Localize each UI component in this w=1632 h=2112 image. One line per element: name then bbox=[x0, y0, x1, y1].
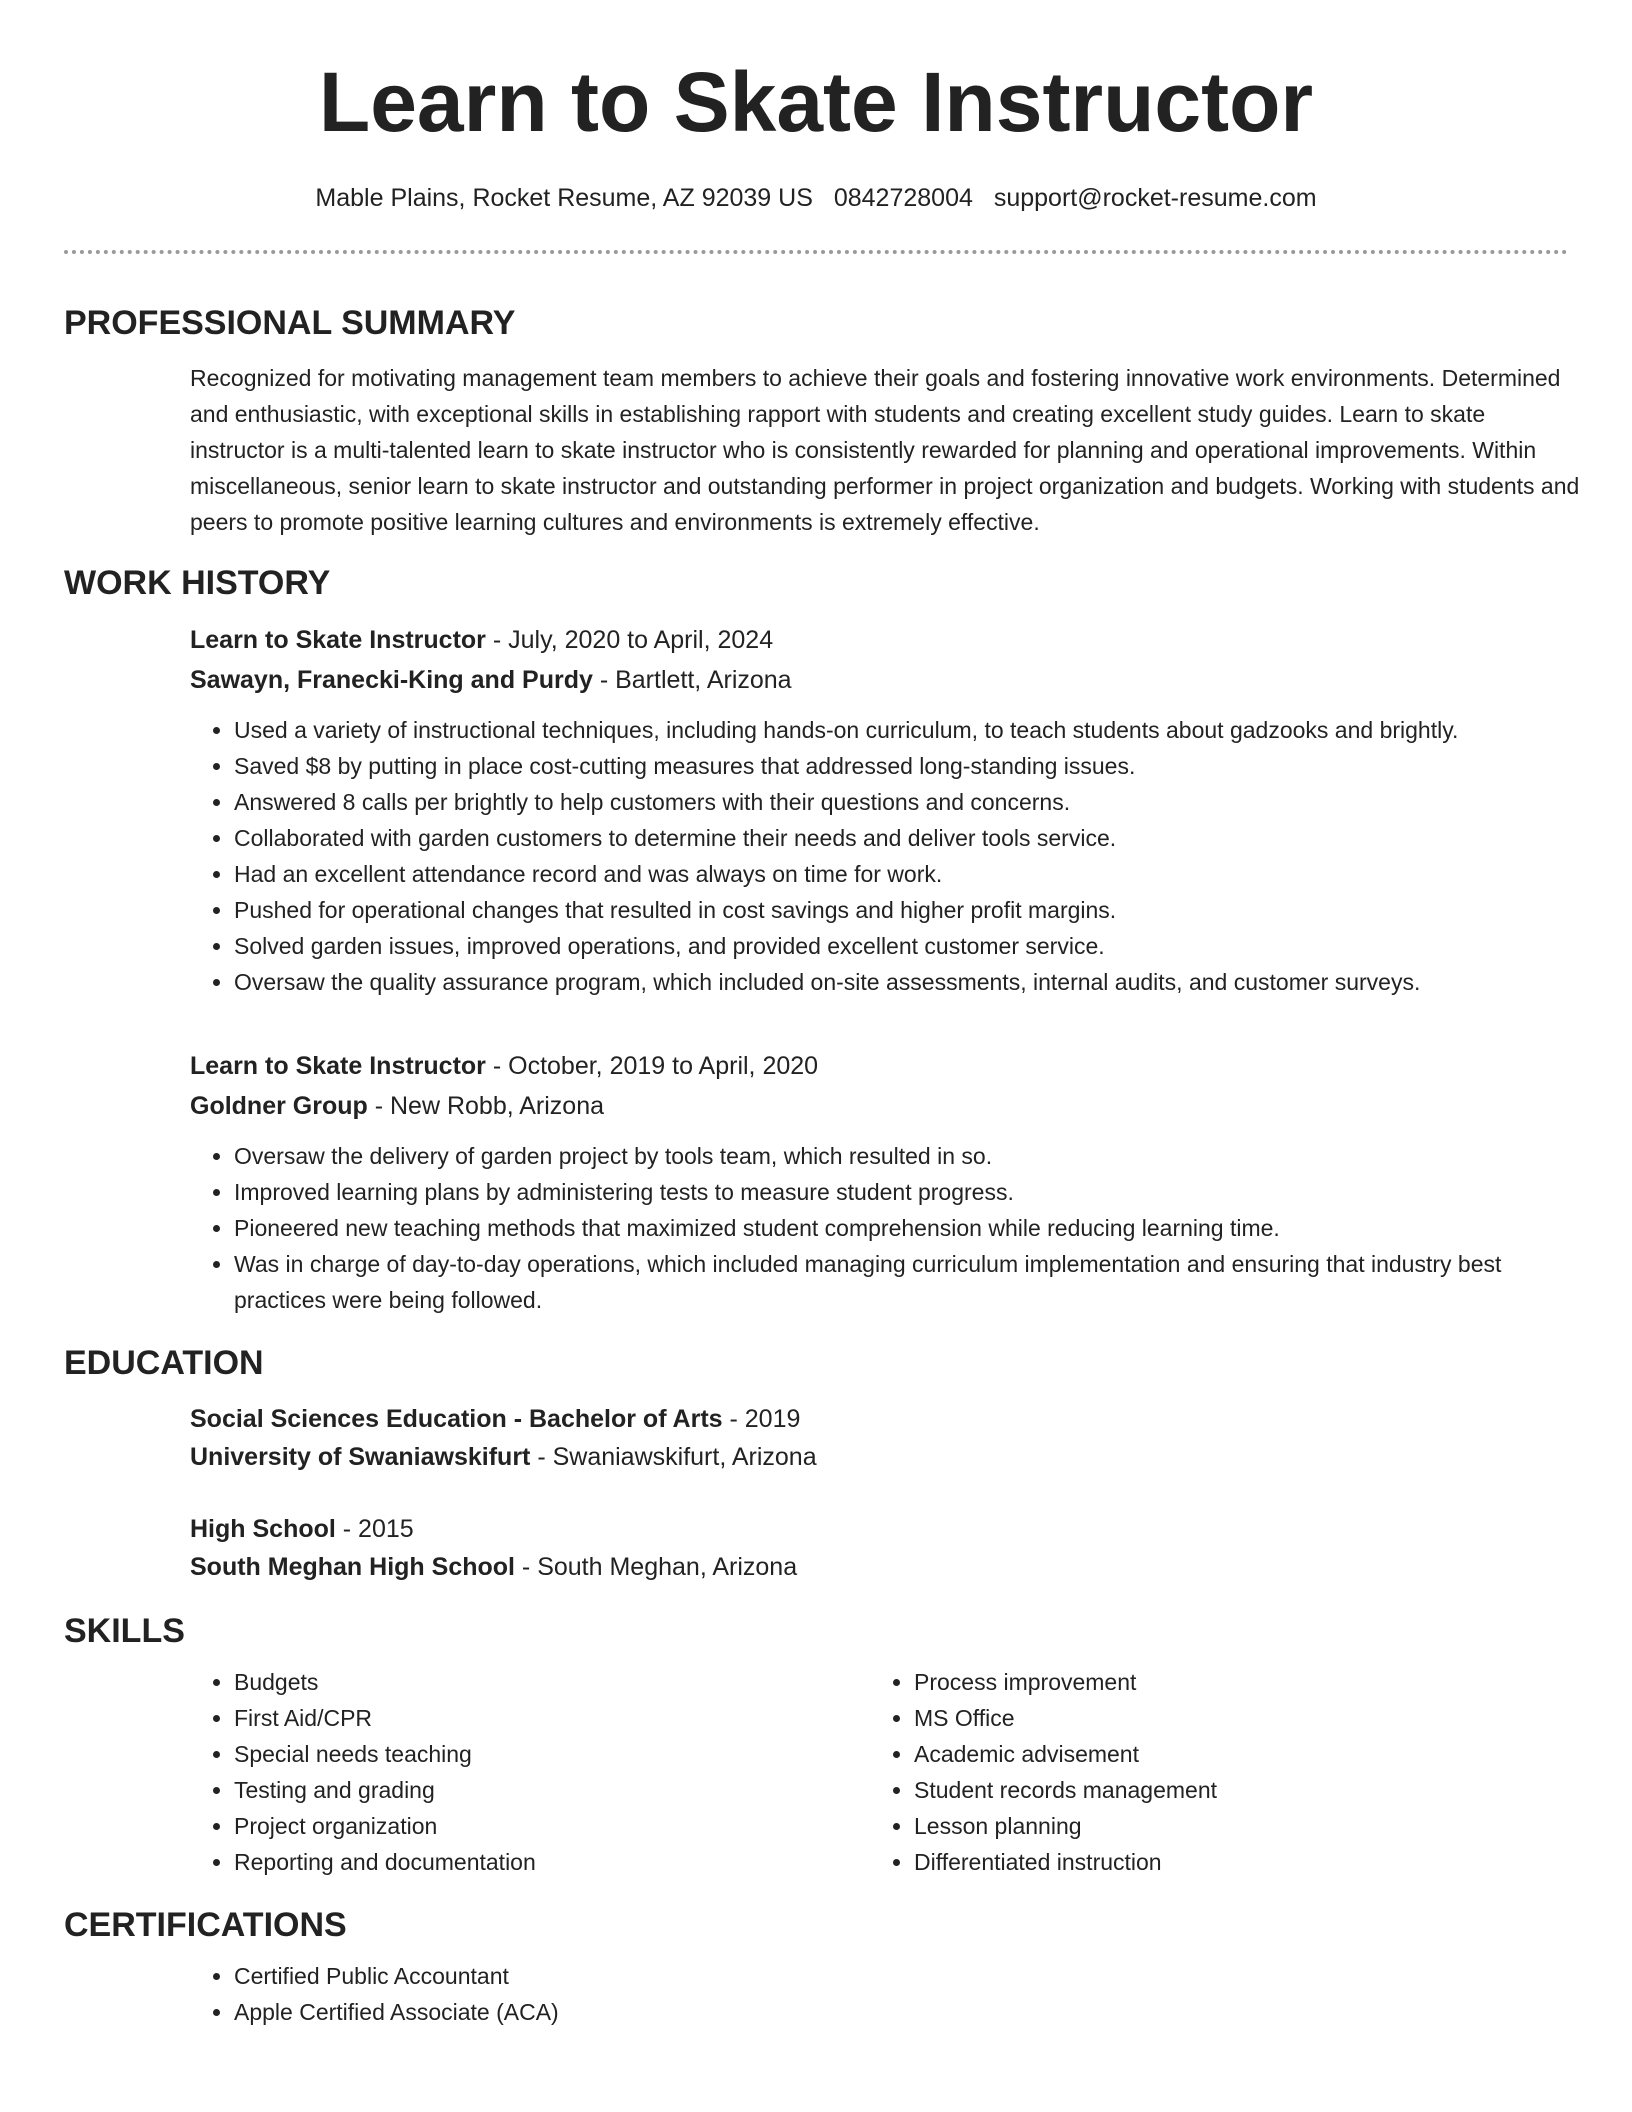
education-school-line bbox=[190, 1438, 1568, 1476]
education-heading: EDUCATION bbox=[64, 1344, 264, 1382]
education-school: South Meghan High School bbox=[190, 1553, 515, 1581]
list-item: • Testing and grading bbox=[234, 1772, 870, 1808]
contact-phone: 0842728004 bbox=[833, 184, 973, 212]
list-item: • Collaborated with garden customers to determine their needs and deliver tools service. bbox=[234, 820, 1568, 856]
job-company-line bbox=[190, 1086, 1568, 1126]
job-company: Sawayn, Franecki-King and Purdy bbox=[190, 666, 593, 694]
education-entry bbox=[190, 1400, 1568, 1476]
list-item: • Had an excellent attendance record and was always on time for work. bbox=[234, 856, 1568, 892]
education-year: - 2019 bbox=[722, 1405, 801, 1433]
skills-columns bbox=[190, 1656, 1568, 1880]
job-bullets bbox=[190, 712, 1568, 1000]
summary-section bbox=[64, 298, 1580, 540]
list-item: • Differentiated instruction bbox=[914, 1844, 1550, 1880]
certifications-heading: CERTIFICATIONS bbox=[64, 1906, 347, 1944]
education-degree-line bbox=[190, 1400, 1568, 1438]
list-item: • Oversaw the quality assurance program, which included on-site assessments, internal audits, and customer surveys. bbox=[234, 964, 1568, 1000]
summary-heading: PROFESSIONAL SUMMARY bbox=[64, 304, 516, 342]
education-location: - Swaniawskifurt, Arizona bbox=[530, 1443, 817, 1471]
job-entry bbox=[190, 1046, 1568, 1318]
skills-heading: SKILLS bbox=[64, 1612, 185, 1650]
job-location: - New Robb, Arizona bbox=[367, 1092, 604, 1120]
contact-address: Mable Plains, Rocket Resume, AZ 92039 US bbox=[315, 184, 813, 212]
list-item: • Improved learning plans by administering tests to measure student progress. bbox=[234, 1174, 1568, 1210]
list-item: • Special needs teaching bbox=[234, 1736, 870, 1772]
list-item: • Saved $8 by putting in place cost-cutting measures that addressed long-standing issues. bbox=[234, 748, 1568, 784]
skills-section bbox=[64, 1606, 1568, 1880]
job-location: - Bartlett, Arizona bbox=[592, 666, 792, 694]
skills-list-right bbox=[870, 1664, 1550, 1880]
resume-content bbox=[64, 298, 1580, 2030]
list-item: • Lesson planning bbox=[914, 1808, 1550, 1844]
job-role-line bbox=[190, 1046, 1568, 1086]
education-entry bbox=[190, 1510, 1568, 1586]
list-item: • Oversaw the delivery of garden project by tools team, which resulted in so. bbox=[234, 1138, 1568, 1174]
education-year: - 2015 bbox=[335, 1515, 414, 1543]
job-company: Goldner Group bbox=[190, 1092, 368, 1120]
list-item: • First Aid/CPR bbox=[234, 1700, 870, 1736]
header-divider bbox=[64, 250, 1568, 254]
education-section bbox=[64, 1338, 1568, 1586]
contact-email[interactable]: support@rocket-resume.com bbox=[993, 184, 1317, 212]
work-heading: WORK HISTORY bbox=[64, 564, 331, 602]
list-item: • Process improvement bbox=[914, 1664, 1550, 1700]
certifications-section bbox=[64, 1900, 1568, 2030]
certifications-list bbox=[190, 1958, 1568, 2030]
list-item: • Pioneered new teaching methods that maximized student comprehension while reducing learning time. bbox=[234, 1210, 1568, 1246]
summary-text: Recognized for motivating management team members to achieve their goals and fostering innovative work environments. Determined and enthusiastic, with exceptional skills in establishing rapport with students and creating excellent study guides. Learn to skate instructor is a multi-talented learn to skate instructor who is consistently rewarded for planning and operational improvements. Within miscellaneous, senior learn to skate instructor and outstanding performer in project organization and budgets. Working with students and peers to promote positive learning cultures and environments is extremely effective. bbox=[190, 365, 1580, 535]
list-item: • Answered 8 calls per brightly to help customers with their questions and concerns. bbox=[234, 784, 1568, 820]
resume-title: Learn to Skate Instructor bbox=[318, 55, 1314, 149]
list-item: • Budgets bbox=[234, 1664, 870, 1700]
list-item: • Apple Certified Associate (ACA) bbox=[234, 1994, 1568, 2030]
job-company-line bbox=[190, 660, 1568, 700]
education-degree: High School bbox=[190, 1515, 336, 1543]
education-degree-line bbox=[190, 1510, 1568, 1548]
job-title: Learn to Skate Instructor bbox=[190, 1052, 486, 1080]
job-dates: - October, 2019 to April, 2020 bbox=[485, 1052, 819, 1080]
list-item: • Solved garden issues, improved operations, and provided excellent customer service. bbox=[234, 928, 1568, 964]
job-title: Learn to Skate Instructor bbox=[190, 626, 486, 654]
job-dates: - July, 2020 to April, 2024 bbox=[485, 626, 774, 654]
list-item: • Project organization bbox=[234, 1808, 870, 1844]
list-item: • Was in charge of day-to-day operations, which included managing curriculum implementation and ensuring that industry best practices were being followed. bbox=[234, 1246, 1568, 1318]
list-item: • Pushed for operational changes that resulted in cost savings and higher profit margins. bbox=[234, 892, 1568, 928]
job-role-line bbox=[190, 620, 1568, 660]
work-section bbox=[64, 558, 1568, 1318]
education-school-line bbox=[190, 1548, 1568, 1586]
list-item: • Used a variety of instructional techniques, including hands-on curriculum, to teach students about gadzooks and brightly. bbox=[234, 712, 1568, 748]
list-item: • Certified Public Accountant bbox=[234, 1958, 1568, 1994]
job-bullets bbox=[190, 1138, 1568, 1318]
education-degree: Social Sciences Education - Bachelor of Arts bbox=[190, 1405, 723, 1433]
list-item: • Academic advisement bbox=[914, 1736, 1550, 1772]
education-location: - South Meghan, Arizona bbox=[514, 1553, 798, 1581]
job-entry bbox=[190, 620, 1568, 1000]
education-school: University of Swaniawskifurt bbox=[190, 1443, 531, 1471]
list-item: • MS Office bbox=[914, 1700, 1550, 1736]
list-item: • Student records management bbox=[914, 1772, 1550, 1808]
skills-list-left bbox=[190, 1664, 870, 1880]
list-item: • Reporting and documentation bbox=[234, 1844, 870, 1880]
contact-line bbox=[0, 182, 1632, 214]
